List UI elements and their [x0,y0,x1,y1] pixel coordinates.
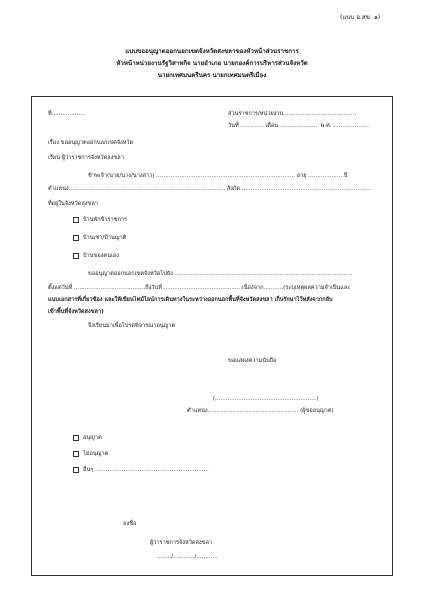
residence-checkbox-government-housing[interactable] [73,217,79,223]
residence-checkbox-rented-house[interactable] [73,235,79,241]
applicant-position-field[interactable]: ตำแหน่ง................................................... (ผู้ขออนุญาต) [187,408,334,414]
form-title-line-3: นายกเทศมนตรีนคร นายกเทศมนตรีเมือง [157,72,267,79]
applicant-name-field[interactable]: ข้าพเจ้า(นาย/นาง/นางสาว) .............................................................................. อายุ ....................ปี [88,173,348,179]
decision-option-label: ไม่อนุญาต [83,451,109,457]
decision-checkbox-reject[interactable] [73,451,79,457]
reason-instruction-line-2: เข้าพื้นที่จังหวัดสงขลา) [48,309,104,315]
decision-option-label: อนุญาต [83,435,102,441]
form-title-line-1: แบบขออนุญาตออกนอกเขตจังหวัดสงขลาของหัวหน้าส่วนราชการ [125,48,299,55]
respect-closing: ขอแสดงความนับถือ [228,358,277,364]
approver-sign-label: ลงชื่อ [123,521,137,527]
position-field[interactable]: ตำแหน่ง........................................................................................ สังกัด ......................................................................... [48,186,372,192]
approver-title: ผู้ว่าราชการจังหวัดสงขลา [150,540,213,546]
date-range-field[interactable]: ตั้งแต่วันที่ ........................................ถึงวันที่ ............................................เนื่องจาก...........(ระบุเหตุผลความจำเป็นและ [48,285,351,291]
residence-option-label: บ้านของตนเอง [83,253,119,259]
decision-checkbox-approve[interactable] [73,435,79,441]
subject-line: เรื่อง ขออนุญาตออกนอกเขตจังหวัด [48,140,134,146]
form-title-line-2: หัวหน้าหน่วยงานรัฐวิสาหกิจ นายอำเภอ นายกองค์การบริหารส่วนจังหวัด [116,60,308,67]
closing-sentence: จึงเรียนมาเพื่อโปรดพิจารณาอนุญาต [88,323,176,329]
residence-option-label: บ้านพักข้าราชการ [83,217,128,223]
residence-option-label: บ้านเช่า/บ้านญาติ [83,235,127,241]
date-field[interactable]: วันที่ ............. เดือน ...................... พ.ศ. .................... [228,123,369,129]
agency-field[interactable]: ส่วนราชการ/หน่วยงาน......................................... [228,111,357,117]
form-code: (แบบ อ.สข. ๑) [340,14,381,21]
decision-checkbox-other[interactable] [73,467,79,473]
approval-date-field[interactable]: ......../............/............ [157,554,218,560]
residence-checkbox-own-house[interactable] [73,253,79,259]
reason-instruction-line-1: แนบเอกสารที่เกี่ยวข้อง และให้เขียนไทม์ไลน์การเดินทางในระหว่างออกนอกพื้นที่จังหวัดสงขลา เก็บรักษาไว้หลังจากกลับ [48,297,333,303]
form-frame [31,96,393,576]
reference-number[interactable]: ที่................... [48,111,86,117]
applicant-signature-name[interactable]: (.........................................................) [213,396,319,402]
residence-label: ที่อยู่ในจังหวัดสงขลา [48,201,98,207]
recipient-line: เรียน ผู้ว่าราชการจังหวัดสงขลา [48,155,124,161]
destination-field[interactable]: ขออนุญาตออกนอกเขตจังหวัดไปยัง .................................................................................................... [88,271,353,277]
decision-option-label[interactable]: อื่นๆ ................................................................ [83,467,209,473]
